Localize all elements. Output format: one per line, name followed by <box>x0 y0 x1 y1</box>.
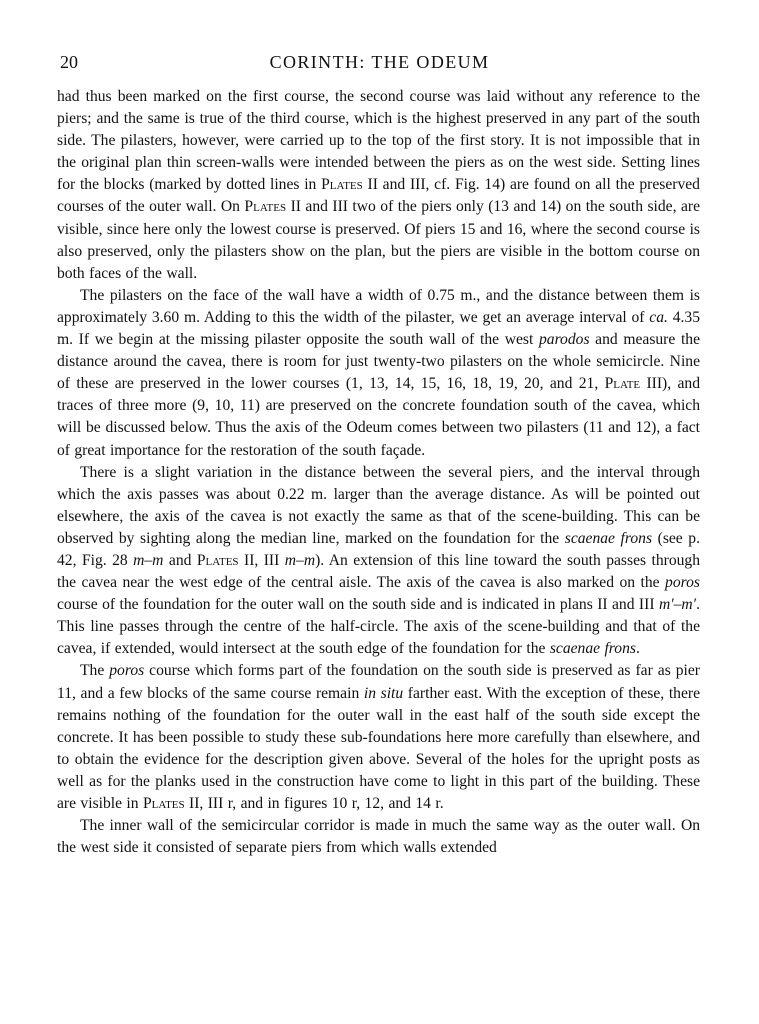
plate-ref: Plate <box>604 375 641 393</box>
running-head <box>60 50 699 74</box>
italic-term: scaenae frons <box>564 529 653 547</box>
text-run: farther east. With the exception of these, there remains nothing of the foundation for the outer wall in the east half of the south side except the concrete. It has been possible to study these sub-foundations here more carefully than elsewhere, and to obtain the evidence for the description given above. Several of the holes for the upright posts as well as for the planks used in the construction have come to light in this part of the building. These are visible in <box>57 684 700 812</box>
plates-ref: Plates <box>196 551 239 569</box>
italic-term: poros <box>109 662 145 680</box>
text-run: ). An extension of this line toward the south passes through the cavea near the west edge of the central aisle. The axis of the cavea is also marked on the <box>57 551 701 592</box>
text-run: course of the foundation for the outer wall on the south side and is indicated in plans II and III <box>57 596 659 614</box>
italic-term: parodos <box>538 331 590 349</box>
italic-term: m–m <box>284 551 316 569</box>
paragraph-4 <box>57 660 700 815</box>
text-run: II and III two of the piers only (13 and 14) on the south side, are visible, since here only the lowest course is preserved. Of piers 15 and 16, where the second course is also preserved, only the pilasters show on the plan, but the piers are visible in the bottom course on both faces of the wall. <box>57 198 700 282</box>
paragraph-2 <box>57 285 700 462</box>
paragraph-1 <box>57 86 700 285</box>
text-run: . This line passes through the centre of the half-circle. The axis of the scene-building and that of the cavea, if extended, would intersect at the south edge of the foundation for the <box>57 596 700 658</box>
text-run: The <box>80 662 110 680</box>
text-run: The inner wall of the semicircular corridor is made in much the same way as the outer wall. On the west side it consisted of separate piers from which walls extended <box>57 817 700 857</box>
page-number: 20 <box>60 52 78 72</box>
text-run: (see p. 42, Fig. 28 <box>57 529 701 569</box>
text-run: II and III, cf. Fig. 14) are found on all the preserved courses of the outer wall. On <box>57 176 700 216</box>
italic-term: in situ <box>363 684 404 702</box>
text-run: The pilasters on the face of the wall have a width of 0.75 m., and the distance between them is approximately 3.60 m. Adding to this the width of the pilaster, we get an average interval of <box>57 286 700 326</box>
plates-ref: Plates <box>321 176 363 194</box>
italic-term: m–m <box>133 551 164 569</box>
text-run: and measure the distance around the cavea, there is room for just twenty-two pilasters on the whole semicircle. Nine of these are preserved in the lower courses (1, 13, 14, 15, 16, 18, 19, 20, and 21, <box>57 331 700 393</box>
plates-ref: Plates <box>142 795 185 812</box>
text-run: and <box>163 551 197 569</box>
text-run: II, III r, and in figures 10 r, 12, and 14 r. <box>184 795 444 812</box>
text-run: There is a slight variation in the distance between the several piers, and the interval through which the axis passes was about 0.22 m. larger than the average distance. As will be pointed out elsewhere, the axis of the cavea is not exactly the same as that of the scene-building. This can be observed by sighting along the median line, marked on the foundation for the <box>57 463 700 547</box>
body-text <box>57 86 700 859</box>
italic-term: m′–m′ <box>658 596 697 614</box>
text-run: course which forms part of the foundation on the south side is preserved as far as pier 11, and a few blocks of the same course remain <box>57 662 700 702</box>
paragraph-3 <box>57 462 700 661</box>
running-title: CORINTH: THE ODEUM <box>269 52 490 72</box>
text-run: . <box>635 640 640 658</box>
text-run: had thus been marked on the first course, the second course was laid without any reference to the piers; and the same is true of the third course, which is the highest preserved in any part of the south side. The pilasters, however, were carried up to the top of the first story. It is not impossible that in the original plan thin screen-walls were intended between the piers as on the west side. Setting lines for the blocks (marked by dotted lines in <box>57 88 700 194</box>
text-run: 4.35 m. If we begin at the missing pilaster opposite the south wall of the west <box>57 308 701 349</box>
text-run: III), and traces of three more (9, 10, 11) are preserved on the concrete foundation south of the cavea, which will be discussed below. Thus the axis of the Odeum comes between two pilasters (11 and 12), a fact of great importance for the restoration of the south façade. <box>57 375 701 459</box>
plates-ref: Plates <box>244 198 287 216</box>
paragraph-5 <box>57 815 700 859</box>
text-run: II, III <box>238 551 285 569</box>
italic-term: scaenae frons <box>549 640 636 658</box>
italic-term: ca. <box>649 308 668 326</box>
italic-term: poros <box>665 574 700 592</box>
